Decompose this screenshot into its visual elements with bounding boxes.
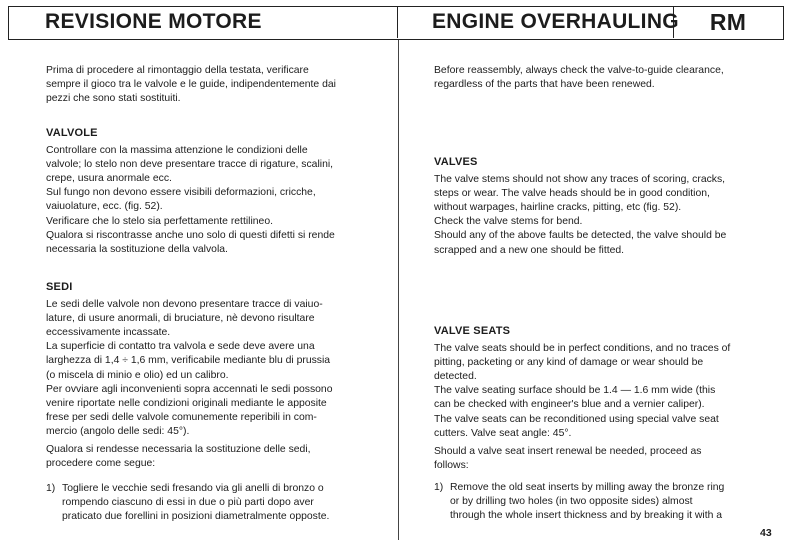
text-line: The valve seats should be in perfect conditions, and no traces of — [434, 343, 731, 355]
text-line: Should any of the above faults be detected, the valve should be — [434, 230, 727, 242]
paragraph — [434, 342, 754, 441]
list-item-number: 1) — [46, 483, 56, 494]
section-heading: VALVOLE — [46, 127, 98, 139]
list-item-text — [62, 482, 364, 524]
text-line: larghezza di 1,4 ÷ 1,6 mm, verificabile mediante blu di prussia — [46, 355, 331, 367]
text-line: The valve seats can be reconditioned using special valve seat — [434, 413, 719, 425]
text-line: follows: — [434, 459, 469, 471]
text-line: Qualora si rendesse necessaria la sostituzione delle sedi, — [46, 444, 311, 456]
text-line: Per ovviare agli inconvenienti sopra accennati le sedi possono — [46, 383, 333, 395]
text-line: lature, di usure anormali, di bruciature, nè devono risultare — [46, 313, 315, 325]
text-line: Before reassembly, always check the valve-to-guide clearance, — [434, 65, 724, 76]
page-number: 43 — [760, 527, 772, 539]
section-heading: VALVE SEATS — [434, 325, 511, 337]
text-line: vaiuolature, ecc. (fig. 52). — [46, 201, 163, 213]
text-line: Check the valve stems for bend. — [434, 216, 583, 228]
section-sedi — [46, 280, 364, 471]
intro-italian — [46, 64, 364, 106]
text-line: praticato due forellini in posizioni diametralmente opposte. — [62, 511, 330, 523]
text-line: or by drilling two holes (in two opposite sides) almost — [450, 496, 693, 508]
text-line: frese per sedi delle valvole comunemente reperibili in com- — [46, 411, 317, 423]
text-line: detected. — [434, 371, 477, 383]
paragraph — [434, 445, 754, 473]
text-line: crepe, usura anormale ecc. — [46, 173, 172, 185]
paragraph — [46, 144, 364, 257]
text-line: Verificare che lo stelo sia perfettamente rettilineo. — [46, 215, 273, 227]
text-line: Controllare con la massima attenzione le condizioni delle — [46, 145, 308, 157]
text-line: pezzi che sono stati sostituiti. — [46, 93, 181, 105]
text-line: without warpages, hairline cracks, pitting, etc (fig. 52). — [434, 202, 682, 214]
list-item-number: 1) — [434, 482, 444, 493]
text-line: Le sedi delle valvole non devono presentare tracce di vaiuo- — [46, 299, 323, 311]
section-valves — [434, 155, 754, 258]
text-line: La superficie di contatto tra valvola e sede deve avere una — [46, 341, 315, 353]
text-line: Should a valve seat insert renewal be needed, proceed as — [434, 445, 702, 457]
text-line: The valve stems should not show any traces of scoring, cracks, — [434, 174, 726, 186]
text-line: through the whole insert thickness and by breaking it with a — [450, 510, 723, 522]
text-line: necessaria la sostituzione della valvola. — [46, 243, 228, 255]
text-line: rompendo ciascuno di essi in due o più parti dopo aver — [62, 497, 314, 509]
text-line: procedere come segue: — [46, 458, 156, 470]
section-valve-seats — [434, 324, 754, 473]
text-line: can be checked with engineer's blue and a vernier caliper). — [434, 399, 705, 411]
text-line: Remove the old seat inserts by milling away the bronze ring — [450, 482, 725, 493]
paragraph — [46, 443, 364, 471]
text-line: cutters. Valve seat angle: 45°. — [434, 427, 572, 439]
text-line: valvole; lo stelo non deve presentare tracce di rigature, scalini, — [46, 159, 334, 171]
text-line: Prima di procedere al rimontaggio della testata, verificare — [46, 65, 309, 76]
text-line: Qualora si riscontrasse anche uno solo di questi difetti si rende — [46, 229, 335, 241]
paragraph — [46, 298, 364, 439]
text-line: regardless of the parts that have been renewed. — [434, 79, 655, 91]
list-item-text — [450, 481, 754, 523]
text-line: mercio (angolo delle sedi: 45°). — [46, 425, 190, 437]
section-heading: SEDI — [46, 281, 73, 293]
header-cell-code — [674, 7, 782, 38]
title-english: ENGINE OVERHAULING — [432, 10, 679, 33]
text-line: venire riportate nelle condizioni originali mediante le apposite — [46, 397, 327, 409]
paragraph — [434, 64, 754, 92]
paragraph — [434, 173, 754, 258]
section-code: RM — [709, 9, 747, 35]
header-cell-english — [398, 7, 679, 38]
text-line: Togliere le vecchie sedi fresando via gli anelli di bronzo o — [62, 483, 324, 494]
text-line: steps or wear. The valve heads should be in good condition, — [434, 188, 710, 200]
text-line: pitting, packeting or any kind of damage or wear should be — [434, 357, 704, 369]
section-valvole — [46, 126, 364, 257]
title-italian: REVISIONE MOTORE — [45, 10, 262, 33]
paragraph — [46, 64, 364, 106]
column-divider — [398, 40, 399, 540]
text-line: eccessivamente incassate. — [46, 327, 171, 339]
header-cell-italian — [9, 7, 398, 38]
text-line: sempre il gioco tra le valvole e le guide, indipendentemente dai — [46, 79, 336, 91]
text-line: Sul fungo non devono essere visibili deformazioni, cricche, — [46, 187, 316, 199]
text-line: (o miscela di minio e olio) ed un calibro. — [46, 369, 229, 381]
text-line: scrapped and a new one should be fitted. — [434, 244, 625, 256]
page-header — [8, 6, 784, 40]
intro-english — [434, 64, 754, 92]
text-line: The valve seating surface should be 1.4 — 1.6 mm wide (this — [434, 385, 716, 397]
section-heading: VALVES — [434, 156, 478, 168]
